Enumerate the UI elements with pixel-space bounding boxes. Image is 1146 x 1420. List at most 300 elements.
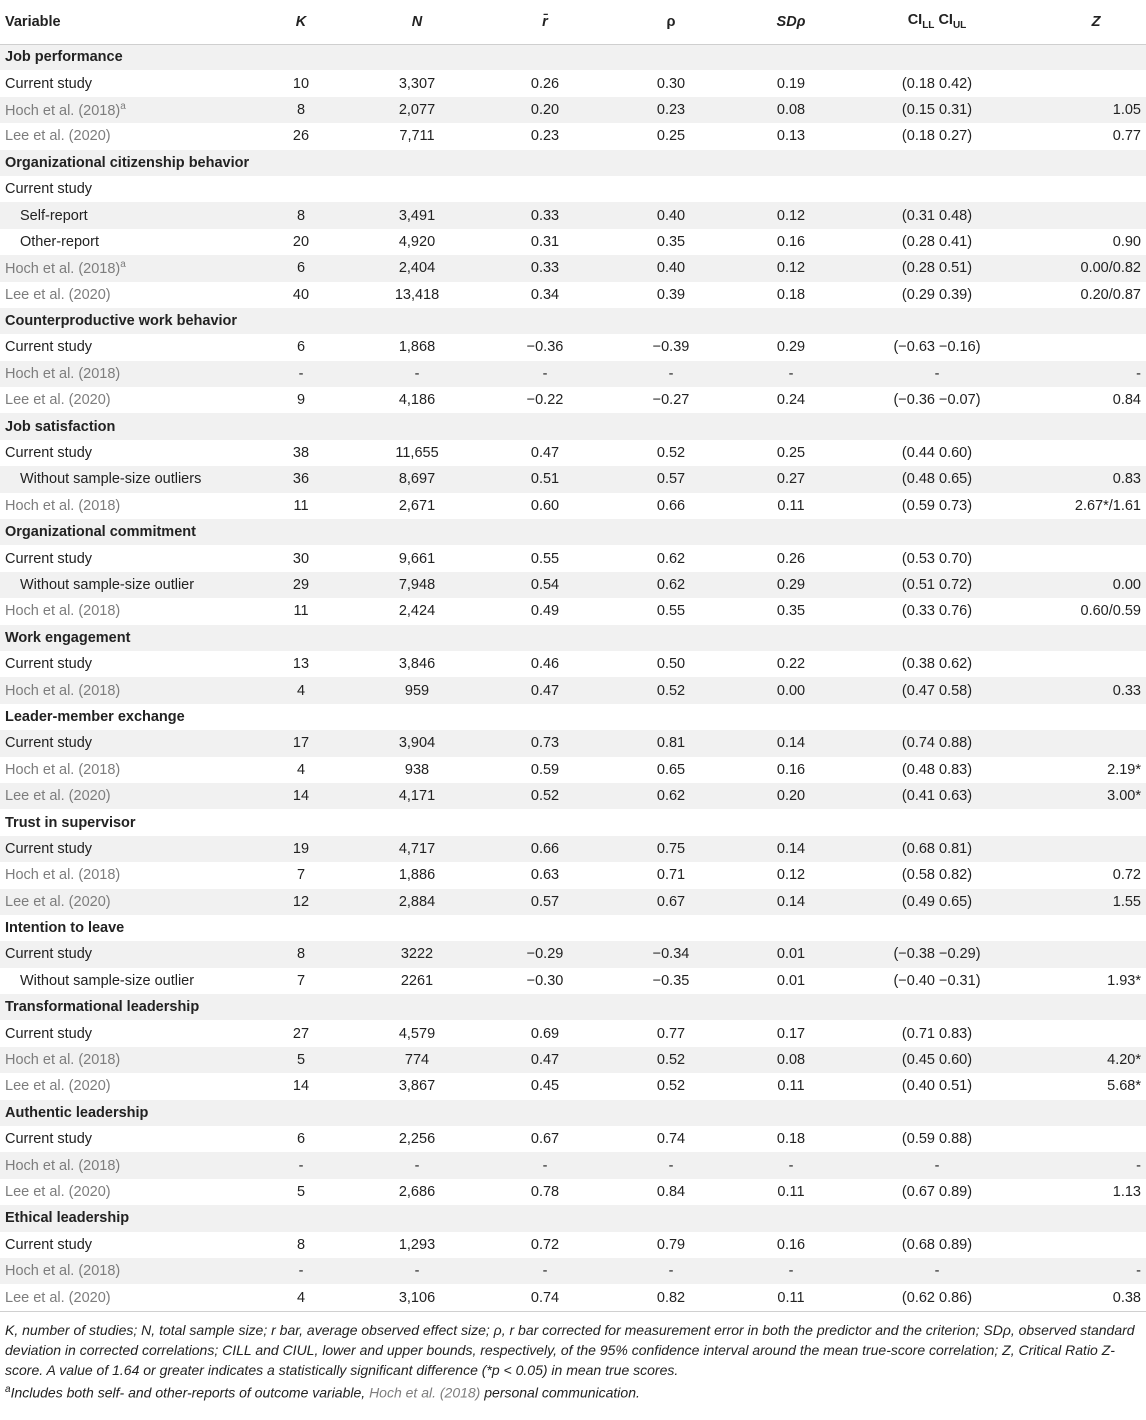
cell-k: 17 (292, 735, 310, 752)
cell-rho: 0.30 (656, 75, 686, 92)
table-row (0, 1073, 1146, 1099)
cell-sd: - (788, 365, 794, 382)
table-row (0, 1020, 1146, 1046)
cell-ci: (0.38 0.62) (901, 656, 973, 673)
cell-ci: (0.31 0.48) (901, 207, 973, 224)
cell-z (1046, 1232, 1146, 1258)
cell-rho: 0.62 (656, 788, 686, 805)
table-row (0, 651, 1146, 677)
cell-n: 3,307 (398, 75, 436, 92)
cell-sd: 0.14 (776, 893, 806, 910)
row-label: Work engagement (5, 629, 131, 646)
section-row (0, 519, 1146, 545)
row-label: Current study (5, 181, 93, 198)
section-row (0, 625, 1146, 651)
cell-r: - (542, 1157, 548, 1174)
cell-n: 2,077 (398, 101, 436, 118)
row-label: Lee et al. (2020) (5, 128, 111, 145)
cell-n: 7,711 (399, 128, 435, 145)
cell-ci: (0.33 0.76) (901, 603, 973, 620)
cell-rho: 0.52 (656, 1052, 686, 1069)
cell-r: 0.72 (530, 1236, 560, 1253)
cell-rho: - (668, 365, 674, 382)
cell-z: 0.72 (1112, 867, 1141, 884)
cell-k: 38 (292, 445, 310, 462)
cell-ci (828, 176, 1046, 202)
cell-r: 0.45 (530, 1078, 560, 1095)
table-row (0, 202, 1146, 228)
cell-k: 4 (296, 761, 306, 778)
cell-r: 0.54 (530, 577, 560, 593)
table-row (0, 229, 1146, 255)
table-row (0, 862, 1146, 888)
cell-rho: - (668, 1263, 674, 1280)
cell-n: 3,106 (398, 1289, 436, 1306)
row-label: Without sample-size outlier (20, 577, 195, 593)
row-label: Current study (5, 1236, 93, 1253)
row-label: Without sample-size outliers (20, 471, 202, 488)
cell-rho: 0.62 (656, 577, 686, 593)
cell-rho: 0.52 (656, 445, 686, 462)
row-label: Hoch et al. (2018) (5, 1052, 121, 1069)
cell-r: −0.30 (526, 972, 564, 989)
cell-ci: (0.68 0.89) (901, 1236, 973, 1253)
cell-n: 2,424 (398, 603, 436, 620)
cell-n: 4,186 (398, 392, 436, 409)
cell-ci: (0.45 0.60) (901, 1052, 973, 1069)
cell-rho: 0.74 (656, 1131, 686, 1148)
row-label: Lee et al. (2020) (5, 1289, 111, 1306)
cell-z: - (1136, 1263, 1141, 1280)
row-label: Intention to leave (5, 920, 125, 937)
cell-sd (754, 176, 828, 202)
table-row (0, 1126, 1146, 1152)
cell-rho: 0.77 (656, 1025, 686, 1042)
cell-rho: 0.50 (656, 656, 686, 673)
cell-ci: (0.28 0.41) (901, 233, 973, 250)
section-row (0, 150, 1146, 176)
cell-sd: 0.35 (776, 603, 806, 620)
cell-k: - (298, 1263, 304, 1280)
cell-sd: 0.29 (776, 339, 806, 356)
row-label: Hoch et al. $(2018)^a$ (5, 259, 126, 278)
cell-ci: (0.68 0.81) (901, 840, 973, 857)
row-label: Current study (5, 445, 93, 462)
cell-rho: 0.23 (656, 101, 686, 118)
cell-k: 8 (296, 207, 306, 224)
table-row (0, 968, 1146, 994)
cell-ci: (0.48 0.65) (901, 471, 973, 488)
cell-r: 0.55 (530, 550, 560, 567)
cell-rho: 0.40 (656, 260, 686, 277)
cell-z: 0.33 (1112, 682, 1141, 699)
table-row (0, 176, 1146, 202)
cell-k: 7 (296, 867, 306, 884)
cell-n: 3,846 (398, 656, 436, 673)
cell-k: 9 (296, 392, 306, 409)
cell-n: 938 (404, 761, 430, 778)
cell-ci: (0.18 0.27) (901, 128, 973, 145)
row-label: Lee et al. (2020) (5, 1183, 111, 1200)
table-header-row (0, 0, 1146, 44)
cell-n: 959 (404, 682, 430, 699)
cell-k: 10 (292, 75, 310, 92)
cell-rho: −0.34 (652, 946, 690, 963)
cell-sd: 0.11 (777, 1078, 805, 1095)
cell-z (1046, 651, 1146, 677)
header-n: N (411, 13, 423, 30)
cell-ci: (0.15 0.31) (901, 101, 973, 118)
table-row (0, 493, 1146, 519)
row-label: Lee et al. (2020) (5, 286, 111, 303)
row-label: Current study (5, 840, 93, 857)
row-label: Current study (5, 339, 93, 356)
cell-sd: 0.13 (776, 128, 806, 145)
cell-z: 4.20* (1107, 1052, 1141, 1069)
row-label: Current study (5, 1131, 93, 1148)
cell-rho: 0.40 (656, 207, 686, 224)
cell-ci: (0.29 0.39) (901, 286, 973, 303)
table-row (0, 1284, 1146, 1310)
cell-sd: 0.16 (776, 761, 806, 778)
cell-n: 8,697 (398, 471, 436, 488)
cell-sd: 0.22 (776, 656, 806, 673)
cell-n: 2,671 (398, 497, 436, 514)
header-rho: ρ (666, 13, 676, 30)
cell-r: 0.46 (530, 656, 560, 673)
cell-z: 0.84 (1112, 392, 1141, 409)
cell-z: 1.05 (1112, 101, 1141, 118)
cell-sd: 0.12 (776, 867, 806, 884)
row-label: Ethical leadership (5, 1210, 130, 1227)
cell-n: 774 (404, 1052, 430, 1069)
cell-n: 1,293 (398, 1236, 436, 1253)
table-row (0, 889, 1146, 915)
cell-k: 36 (292, 471, 310, 488)
cell-z (1046, 176, 1146, 202)
cell-rho: 0.84 (656, 1183, 686, 1200)
cell-r: 0.78 (530, 1183, 560, 1200)
cell-sd: 0.20 (776, 788, 806, 805)
cell-ci: (0.74 0.88) (901, 735, 973, 752)
row-label: Counterproductive work behavior (5, 313, 238, 330)
cell-z: 3.00* (1107, 788, 1141, 805)
cell-z (1046, 1020, 1146, 1046)
cell-rho: 0.62 (656, 550, 686, 567)
header-rbar: r̄ (542, 13, 548, 30)
table-notes (0, 1311, 1146, 1403)
cell-k: 12 (292, 893, 310, 910)
cell-rho: −0.27 (652, 392, 690, 409)
cell-n: 2,686 (398, 1183, 436, 1200)
row-label: Without sample-size outlier (20, 972, 195, 989)
cell-rho: 0.57 (656, 471, 686, 488)
row-label: Hoch et al. (2018) (5, 603, 121, 620)
row-label: Hoch et al. (2018) (5, 867, 121, 884)
row-label: Leader-member exchange (5, 708, 185, 725)
row-label: Lee et al. (2020) (5, 788, 111, 805)
row-label: Transformational leadership (5, 999, 200, 1016)
cell-z: 0.83 (1112, 471, 1141, 488)
cell-n: - (414, 1157, 420, 1174)
row-label: Organizational commitment (5, 524, 196, 541)
row-label: Current study (5, 1025, 93, 1042)
cell-k: 40 (292, 286, 310, 303)
cell-sd: 0.08 (776, 101, 806, 118)
cell-sd: 0.08 (776, 1052, 806, 1069)
cell-ci: (−0.63 −0.16) (893, 339, 981, 356)
cell-n: 7,948 (398, 577, 436, 593)
cell-z (1046, 941, 1146, 967)
cell-r: 0.73 (530, 735, 560, 752)
cell-rho: 0.39 (656, 286, 686, 303)
cell-k: 8 (296, 1236, 306, 1253)
cell-ci: (0.62 0.86) (901, 1289, 973, 1306)
cell-r: 0.59 (530, 761, 560, 778)
cell-ci: (−0.38 −0.29) (893, 946, 981, 963)
cell-z: 1.55 (1112, 893, 1141, 910)
cell-k: - (298, 365, 304, 382)
cell-rho: 0.66 (656, 497, 686, 514)
row-label: Hoch et al. (2018) (5, 1263, 121, 1280)
cell-n: 2,884 (398, 893, 436, 910)
header-sd-rho: SDρ (776, 13, 806, 30)
cell-n: 13,418 (394, 286, 440, 303)
cell-sd: 0.29 (776, 577, 806, 593)
cell-k (270, 176, 332, 202)
cell-k: 6 (296, 1131, 306, 1148)
table-row (0, 387, 1146, 413)
cell-n: - (414, 1263, 420, 1280)
table-row (0, 941, 1146, 967)
cell-sd: 0.00 (776, 682, 806, 699)
section-row (0, 809, 1146, 835)
cell-ci: (0.71 0.83) (901, 1025, 973, 1042)
cell-k: 8 (296, 101, 306, 118)
row-label: Current study (5, 550, 93, 567)
cell-r: −0.36 (526, 339, 564, 356)
cell-n: 4,171 (398, 788, 436, 805)
cell-rho: 0.35 (656, 233, 686, 250)
cell-ci: (0.40 0.51) (901, 1078, 973, 1095)
cell-n: 9,661 (398, 550, 436, 567)
cell-n: - (414, 365, 420, 382)
section-row (0, 994, 1146, 1020)
cell-z: 0.60/0.59 (1080, 603, 1141, 620)
cell-rho: 0.65 (656, 761, 686, 778)
cell-sd: 0.12 (776, 260, 806, 277)
cell-sd: 0.17 (776, 1025, 806, 1042)
cell-rho: 0.52 (656, 682, 686, 699)
row-label: Hoch et al. (2018) (5, 682, 121, 699)
cell-z: 0.20/0.87 (1080, 286, 1141, 303)
header-ci: $CI_{LL}$ $CI_{UL}$ (907, 12, 967, 32)
cell-n: 4,920 (398, 233, 436, 250)
cell-k: 6 (296, 260, 306, 277)
cell-r: 0.57 (530, 893, 560, 910)
row-label: Other-report (20, 233, 99, 250)
cell-ci: (0.59 0.88) (901, 1131, 973, 1148)
cell-sd: - (788, 1263, 794, 1280)
section-row (0, 1205, 1146, 1231)
cell-r: 0.67 (530, 1131, 560, 1148)
row-label: Authentic leadership (5, 1104, 149, 1121)
cell-sd: 0.14 (776, 735, 806, 752)
cell-ci: (0.53 0.70) (901, 550, 973, 567)
cell-k: 5 (296, 1183, 306, 1200)
table-row (0, 440, 1146, 466)
cell-n: 3,491 (398, 207, 436, 224)
cell-r: −0.22 (526, 392, 564, 409)
cell-sd: 0.18 (776, 1131, 806, 1148)
row-label: Current study (5, 735, 93, 752)
section-row (0, 704, 1146, 730)
table-row (0, 1179, 1146, 1205)
cell-rho: 0.52 (656, 1078, 686, 1095)
cell-z (1046, 1126, 1146, 1152)
cell-k: 30 (292, 550, 310, 567)
cell-n: 2,256 (398, 1131, 436, 1148)
cell-sd: 0.01 (776, 972, 806, 989)
table-row (0, 783, 1146, 809)
table-row (0, 255, 1146, 281)
cell-k: 11 (293, 603, 309, 620)
cell-rho: 0.67 (656, 893, 686, 910)
cell-z: 2.19* (1107, 761, 1141, 778)
header-variable: Variable (5, 13, 61, 30)
cell-ci: - (934, 1263, 940, 1280)
cell-k: 19 (292, 840, 310, 857)
cell-sd: 0.11 (777, 497, 805, 514)
table-row (0, 1047, 1146, 1073)
row-label: Organizational citizenship behavior (5, 154, 250, 171)
cell-sd: 0.16 (776, 1236, 806, 1253)
cell-n: 11,655 (395, 445, 439, 462)
cell-r: 0.26 (530, 75, 560, 92)
cell-z (1046, 730, 1146, 756)
cell-r: 0.52 (530, 788, 560, 805)
table-row (0, 1152, 1146, 1178)
cell-k: 8 (296, 946, 306, 963)
cell-z (1046, 202, 1146, 228)
cell-rho (588, 176, 754, 202)
table-row (0, 572, 1146, 598)
cell-n: 3222 (400, 946, 434, 963)
cell-r: 0.74 (530, 1289, 560, 1306)
section-row (0, 308, 1146, 334)
cell-r: 0.34 (530, 286, 560, 303)
cell-r: 0.63 (530, 867, 560, 884)
cell-rho: 0.82 (656, 1289, 686, 1306)
table-row (0, 836, 1146, 862)
cell-n: 3,867 (398, 1078, 436, 1095)
cell-z (1046, 334, 1146, 360)
table-row (0, 97, 1146, 123)
table-row (0, 757, 1146, 783)
cell-z: 0.00/0.82 (1080, 260, 1141, 277)
row-label: Hoch et al. $(2018)^a$ (5, 101, 126, 119)
cell-ci: (0.58 0.82) (901, 867, 973, 884)
cell-k: 7 (296, 972, 306, 989)
cell-k: 27 (292, 1025, 310, 1042)
cell-n: 3,904 (398, 735, 436, 752)
cell-ci: (0.51 0.72) (901, 577, 973, 593)
cell-sd: 0.18 (776, 286, 806, 303)
table-row (0, 598, 1146, 624)
cell-rho: 0.81 (656, 735, 686, 752)
row-label: Self-report (20, 207, 88, 224)
row-label: Job satisfaction (5, 418, 116, 435)
cell-k: 29 (292, 577, 310, 593)
cell-ci: (0.18 0.42) (901, 75, 973, 92)
table-row (0, 466, 1146, 492)
cell-sd: 0.27 (776, 471, 806, 488)
section-row (0, 44, 1146, 70)
cell-r: 0.69 (530, 1025, 560, 1042)
cell-z: 0.00 (1112, 577, 1141, 593)
cell-sd: 0.19 (776, 75, 806, 92)
cell-r (502, 176, 588, 202)
cell-sd: 0.11 (777, 1183, 805, 1200)
cell-r: 0.66 (530, 840, 560, 857)
cell-r: - (542, 365, 548, 382)
cell-k: 6 (296, 339, 306, 356)
cell-r: - (542, 1263, 548, 1280)
cell-sd: 0.25 (776, 445, 806, 462)
cell-ci: - (934, 1157, 940, 1174)
cell-r: −0.29 (526, 946, 564, 963)
cell-n: 2261 (400, 972, 434, 989)
row-label: Current study (5, 656, 93, 673)
cell-ci: (0.49 0.65) (901, 893, 973, 910)
row-label: Hoch et al. (2018) (5, 497, 121, 514)
cell-n: 2,404 (398, 260, 436, 277)
table-row (0, 677, 1146, 703)
table-body (0, 44, 1146, 1311)
cell-k: 20 (292, 233, 310, 250)
row-label: Hoch et al. (2018) (5, 761, 121, 778)
cell-z: 1.93* (1107, 972, 1141, 989)
cell-r: 0.51 (530, 471, 560, 488)
cell-k: - (298, 1157, 304, 1174)
cell-rho: 0.71 (656, 867, 686, 884)
cell-z (1046, 836, 1146, 862)
cell-k: 5 (296, 1052, 306, 1069)
table-row (0, 1258, 1146, 1284)
cell-z: 0.90 (1112, 233, 1141, 250)
cell-k: 4 (296, 1289, 306, 1306)
cell-z (1046, 440, 1146, 466)
cell-ci: (0.28 0.51) (901, 260, 973, 277)
cell-k: 26 (292, 128, 310, 145)
cell-r: 0.49 (530, 603, 560, 620)
row-label: Job performance (5, 49, 123, 66)
cell-z: 5.68* (1107, 1078, 1141, 1095)
cell-rho: 0.25 (656, 128, 686, 145)
cell-rho: 0.75 (656, 840, 686, 857)
table-row (0, 334, 1146, 360)
cell-ci: (0.44 0.60) (901, 445, 973, 462)
cell-rho: −0.39 (652, 339, 690, 356)
table-row (0, 123, 1146, 149)
cell-n: 1,886 (398, 867, 436, 884)
row-label: Hoch et al. (2018) (5, 365, 121, 382)
cell-rho: 0.79 (656, 1236, 686, 1253)
cell-k: 14 (292, 1078, 310, 1095)
cell-z: 2.67*/1.61 (1074, 497, 1141, 514)
cell-r: 0.47 (530, 682, 560, 699)
cell-n (332, 176, 502, 202)
